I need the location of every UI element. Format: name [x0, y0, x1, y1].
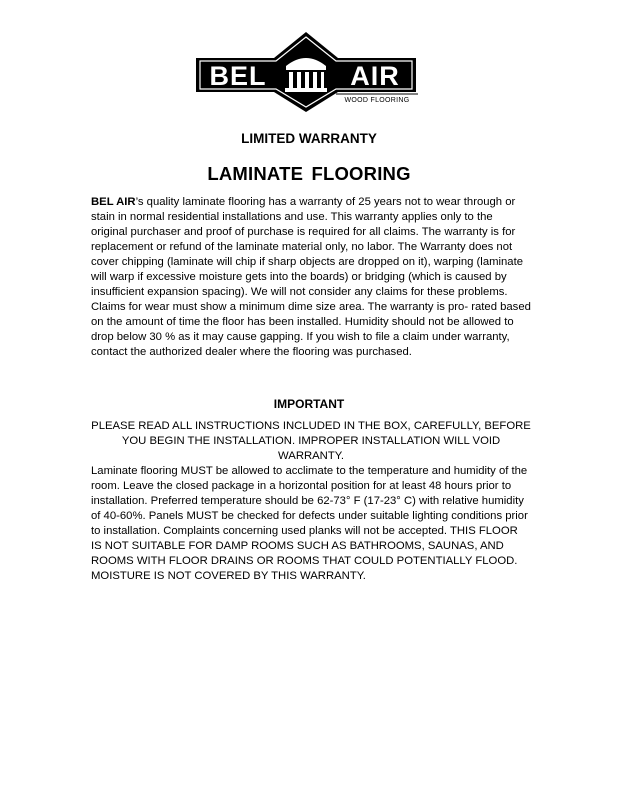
logo-graphic	[186, 30, 426, 114]
acclimation-instructions: Laminate flooring MUST be allowed to acclimate to the temperature and humidity of the room. Leave the closed package in a horizontal position for at least 48 hours prior to installation. Preferred temperature should be 62-73° F (17-23° C) with relative humidity of 40-60%. Panels MUST be checked for defects under suitable lighting conditions prior to installation. Complaints concerning used planks will not be accepted. THIS FLOOR IS NOT SUITABLE FOR DAMP ROOMS SUCH AS BATHROOMS, SAUNAS, AND ROOMS WITH FLOOR DRAINS OR ROOMS THAT COULD POTENTIALLY FLOOD. MOISTURE IS NOT COVERED BY THIS WARRANTY.	[91, 465, 528, 582]
page-subtitle: LAMINATE FLOORING	[207, 163, 411, 184]
installation-notice: PLEASE READ ALL INSTRUCTIONS INCLUDED IN THE BOX, CAREFULLY, BEFORE YOU BEGIN THE INSTALLATION. IMPROPER INSTALLATION WILL VOID WARRANTY.	[91, 420, 531, 462]
page-title: LIMITED WARRANTY	[241, 131, 377, 146]
logo-tagline: WOOD FLOORING	[344, 97, 410, 104]
warranty-paragraph	[91, 195, 531, 360]
brand-name: BEL AIR	[91, 196, 136, 208]
important-heading: IMPORTANT	[273, 397, 345, 411]
logo-brand-left: BEL	[209, 61, 267, 91]
warranty-text: ’s quality laminate flooring has a warranty of 25 years not to wear through or stain in normal residential installations and use. This warranty applies only to the original purchaser and proof of purchase is required for all claims. The warranty is for replacement or refund of the laminate material only, no labor. The Warranty does not cover chipping (laminate will chip if sharp objects are dropped on it), warping (laminate will warp if excessive moisture gets into the boards) or bridging (which is caused by insufficient expansion spacing). We will not consider any claims for these problems. Claims for wear must show a minimum dime size area. The warranty is pro- rated based on the amount of time the floor has been installed. Humidity should not be allowed to drop below 30 % as it may cause gapping. If you wish to file a claim under warranty, contact the authorized dealer where the flooring was purchased.	[91, 196, 531, 358]
bel-air-logo	[186, 30, 426, 114]
logo-brand-right: AIR	[350, 61, 400, 91]
